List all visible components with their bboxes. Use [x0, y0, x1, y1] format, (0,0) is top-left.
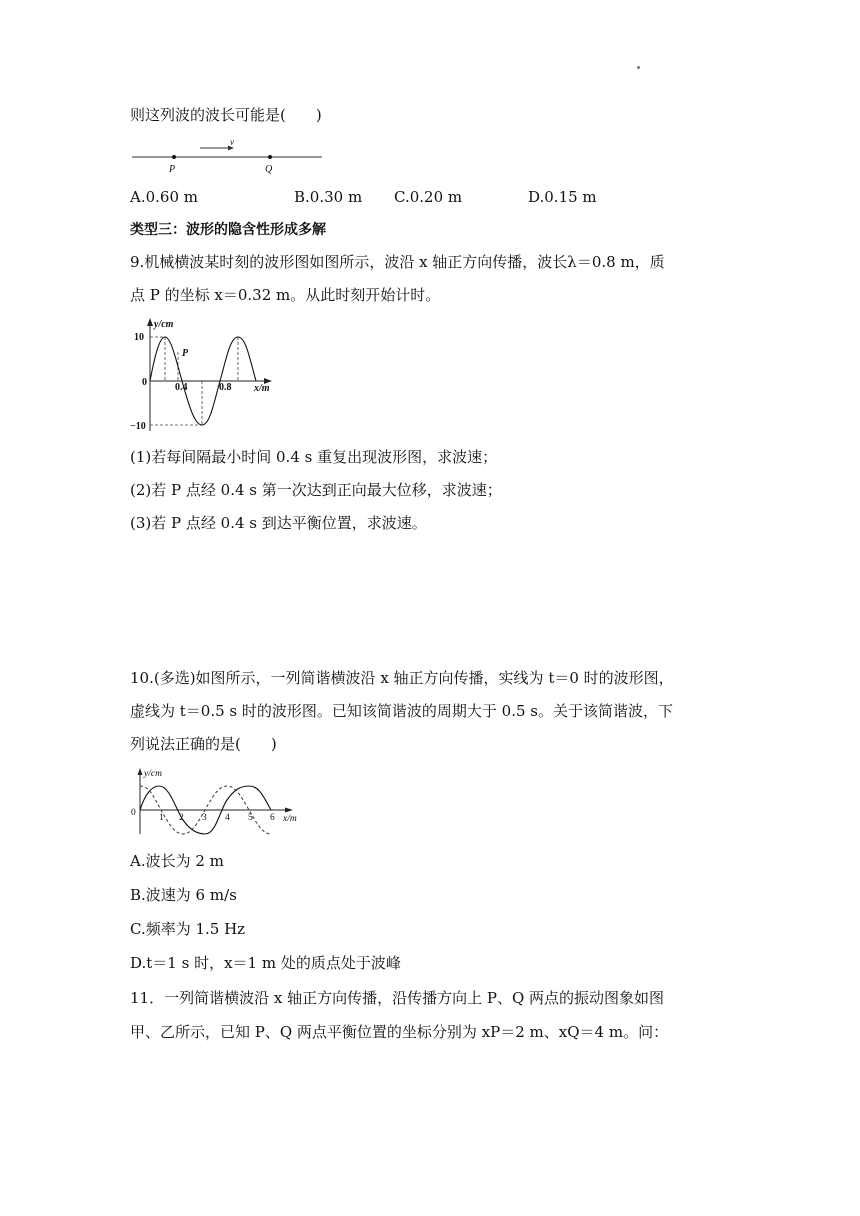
section-title: 类型三：波形的隐含性形成多解	[130, 222, 326, 238]
q8-option-d: D.0.15 m	[528, 188, 597, 206]
svg-text:10: 10	[134, 332, 144, 343]
q9-line2: 点 P 的坐标 x＝0.32 m。从此时刻开始计时。	[130, 286, 441, 304]
q9-sub1: (1)若每间隔最小时间 0.4 s 重复出现波形图，求波速；	[130, 448, 498, 466]
svg-text:0: 0	[131, 808, 136, 818]
svg-text:−10: −10	[130, 421, 146, 432]
q9-line1: 9.机械横波某时刻的波形图如图所示，波沿 x 轴正方向传播，波长λ＝0.8 m，质	[130, 253, 665, 271]
q8-option-b: B.0.30 m	[294, 188, 363, 206]
svg-text:3: 3	[202, 813, 207, 823]
svg-text:6: 6	[270, 813, 275, 823]
q8-option-a: A.0.60 m	[130, 188, 198, 206]
q8-option-c: C.0.20 m	[394, 188, 463, 206]
svg-text:y/cm: y/cm	[144, 769, 162, 779]
q9-sub2: (2)若 P 点经 0.4 s 第一次达到正向最大位移，求波速；	[130, 481, 502, 499]
svg-text:P: P	[182, 348, 189, 359]
q9-sub3: (3)若 P 点经 0.4 s 到达平衡位置，求波速。	[130, 514, 427, 532]
svg-text:5: 5	[248, 813, 253, 823]
svg-text:0.4: 0.4	[175, 382, 188, 393]
svg-text:x/m: x/m	[283, 814, 297, 824]
svg-text:4: 4	[225, 813, 230, 823]
q9-wave-figure	[130, 316, 285, 436]
svg-text:0: 0	[142, 377, 147, 388]
svg-text:2: 2	[179, 813, 184, 823]
svg-text:x/m: x/m	[254, 383, 270, 394]
velocity-label: v	[230, 137, 234, 147]
point-q	[268, 155, 272, 159]
svg-text:0.8: 0.8	[219, 382, 232, 393]
q10-option-c: C.频率为 1.5 Hz	[130, 920, 246, 938]
svg-text:y/cm: y/cm	[154, 319, 174, 330]
q10-line1: 10.(多选)如图所示，一列简谐横波沿 x 轴正方向传播，实线为 t＝0 时的波形图，	[130, 669, 674, 687]
q10-option-a: A.波长为 2 m	[130, 852, 224, 870]
q10-option-b: B.波速为 6 m/s	[130, 886, 237, 904]
q10-line3: 列说法正确的是( )	[130, 735, 277, 753]
point-p	[172, 155, 176, 159]
q11-line2: 甲、乙所示，已知 P、Q 两点平衡位置的坐标分别为 xP＝2 m、xQ＝4 m。问：	[130, 1023, 669, 1041]
scan-dot	[637, 66, 640, 69]
q8-stem: 则这列波的波长可能是( )	[130, 106, 322, 124]
point-q-label: Q	[265, 164, 273, 175]
q8-figure	[132, 136, 327, 178]
q10-option-d: D.t＝1 s 时，x＝1 m 处的质点处于波峰	[130, 954, 401, 972]
q10-line2: 虚线为 t＝0.5 s 时的波形图。已知该简谐波的周期大于 0.5 s。关于该简谐波，下	[130, 702, 673, 720]
q10-wave-figure	[128, 764, 308, 838]
point-p-label: P	[169, 164, 176, 175]
svg-text:1: 1	[159, 813, 164, 823]
q11-line1: 11．一列简谐横波沿 x 轴正方向传播，沿传播方向上 P、Q 两点的振动图象如图	[130, 989, 665, 1007]
